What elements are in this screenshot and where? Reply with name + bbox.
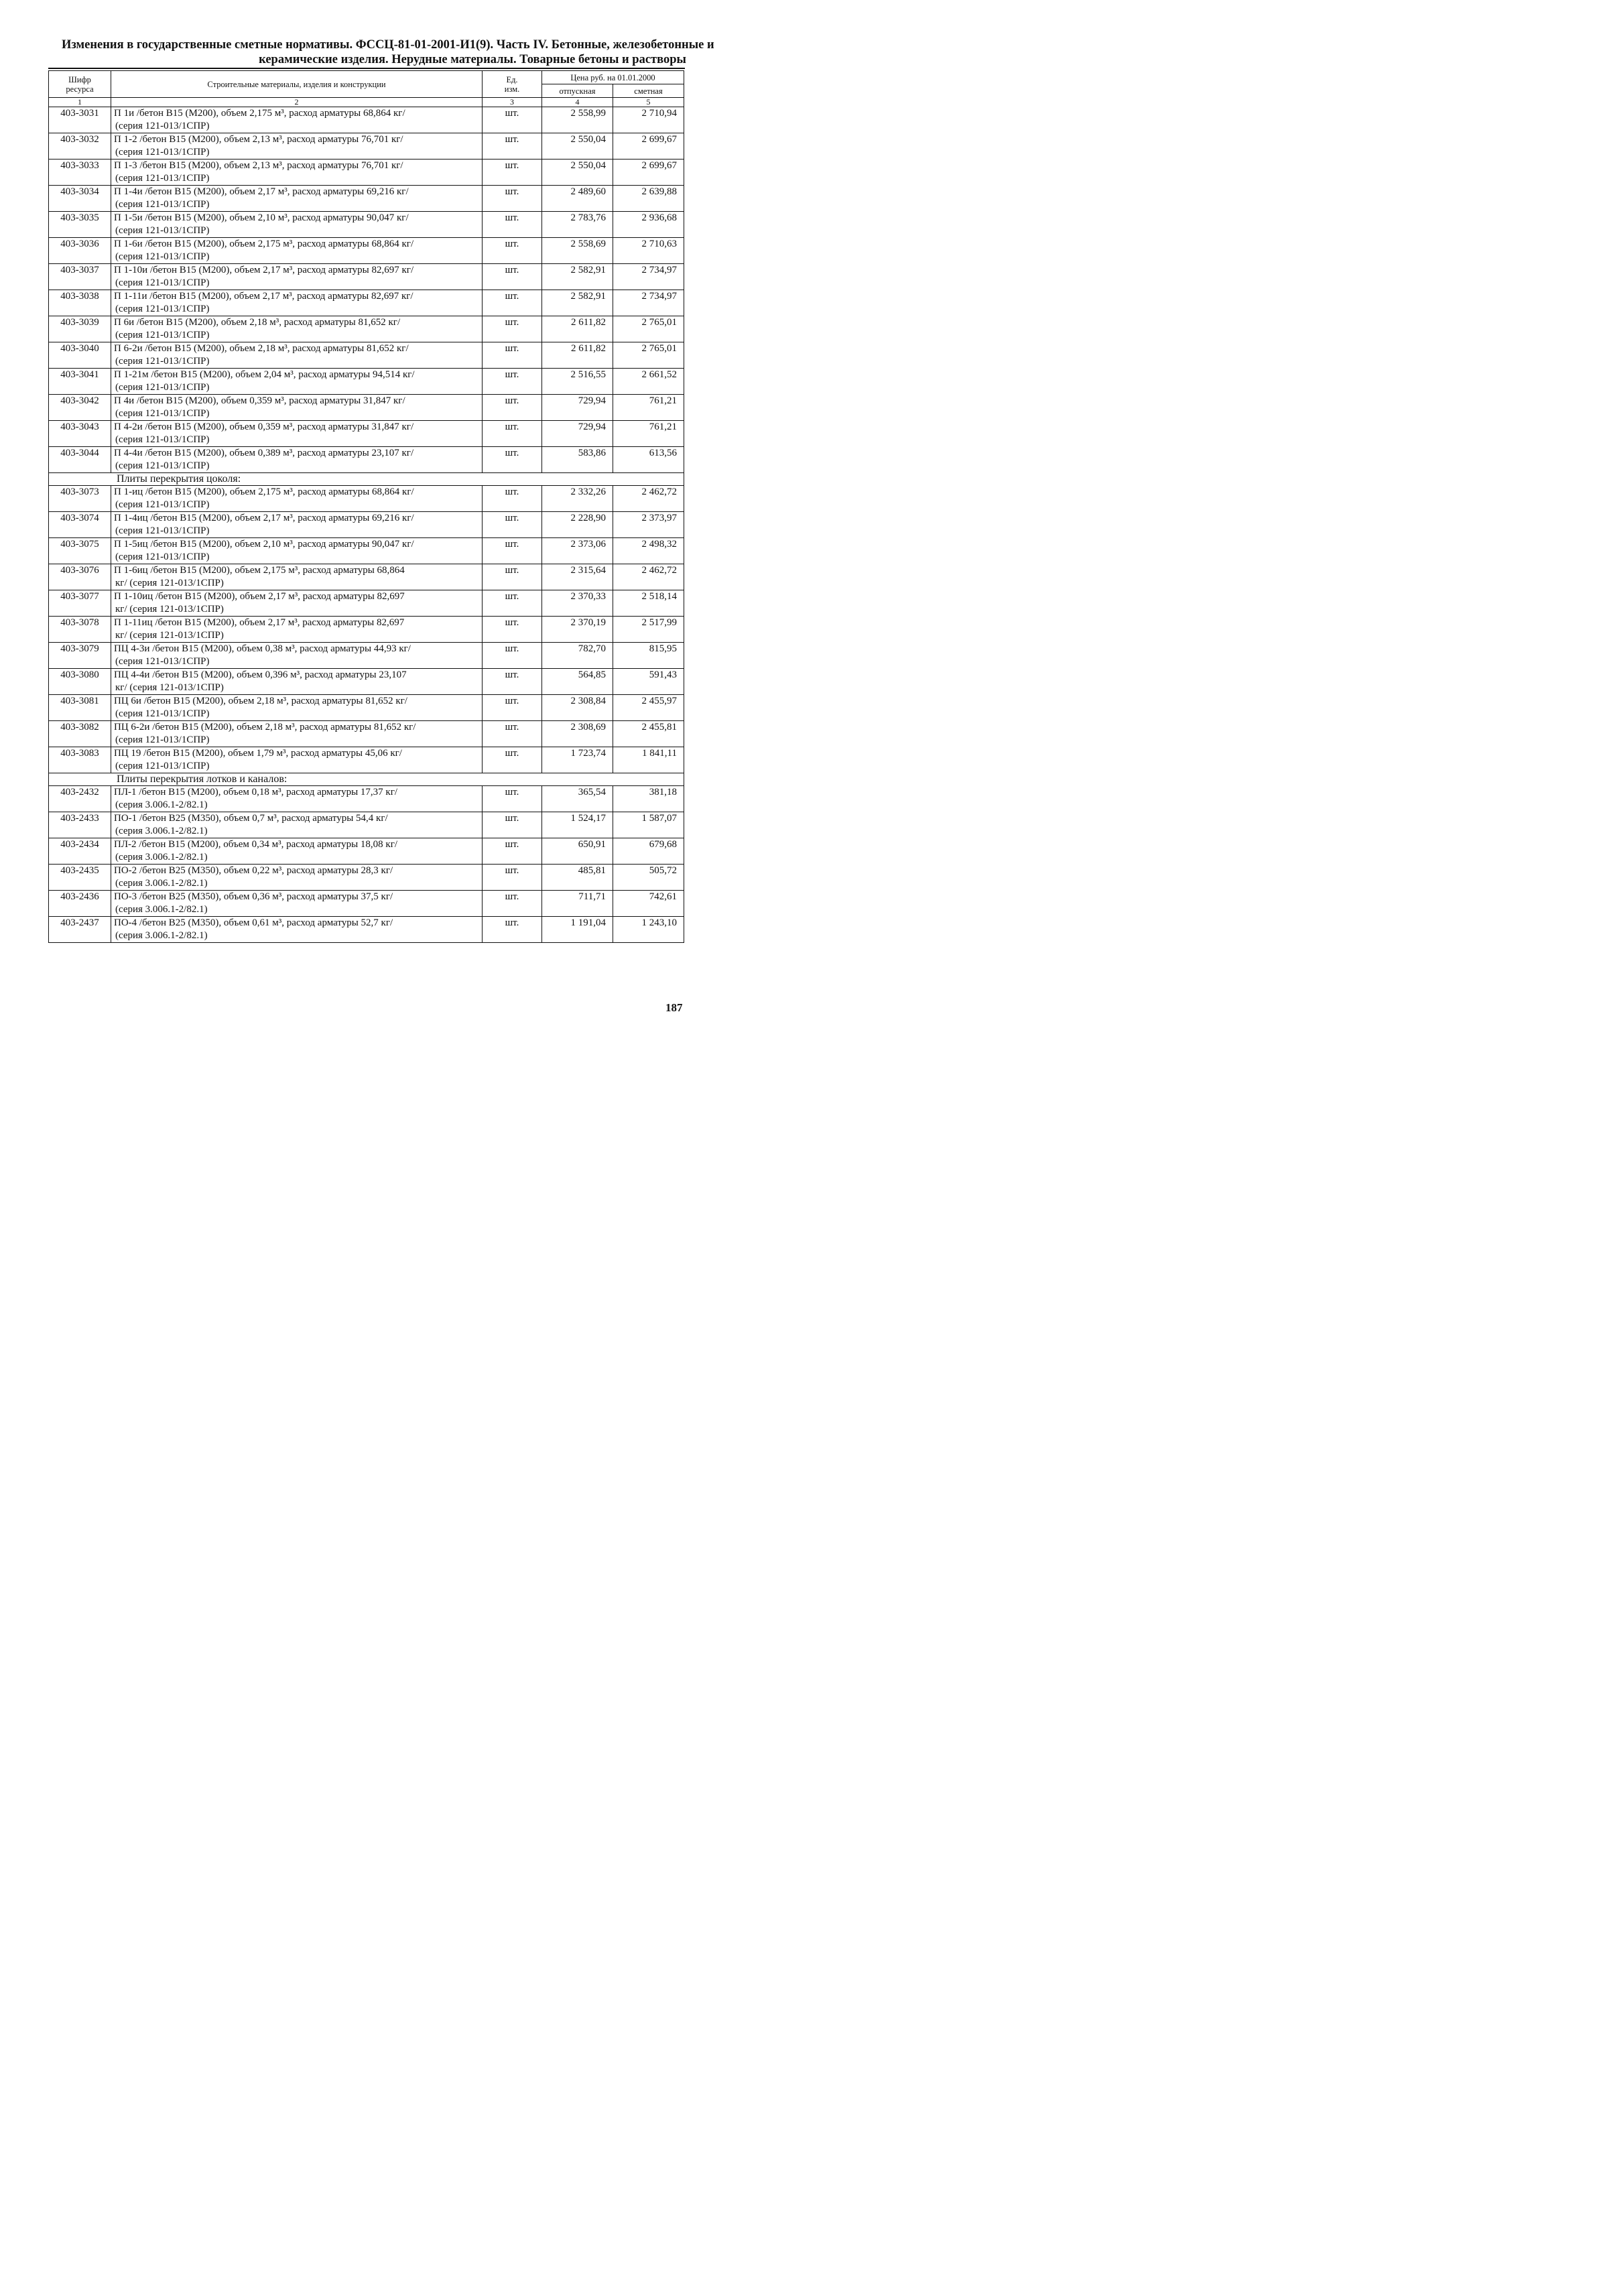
resource-code: 403-3082 xyxy=(49,721,111,747)
release-price: 2 611,82 xyxy=(542,342,613,369)
table-row xyxy=(49,447,684,473)
estimate-price: 2 517,99 xyxy=(613,617,684,643)
item-description-line2: (серия 121-013/1СПР) xyxy=(115,199,210,210)
item-description xyxy=(111,369,483,395)
item-description-line2: (серия 121-013/1СПР) xyxy=(115,356,210,367)
item-description-line1: ПЦ 4-3и /бетон В15 (М200), объем 0,38 м³, расход арматуры 44,93 кг/ xyxy=(114,643,411,654)
item-description xyxy=(111,721,483,747)
release-price: 711,71 xyxy=(542,891,613,917)
unit: шт. xyxy=(483,512,542,538)
estimate-price: 591,43 xyxy=(613,669,684,695)
unit: шт. xyxy=(483,786,542,812)
estimate-price: 2 462,72 xyxy=(613,564,684,590)
release-price: 2 558,69 xyxy=(542,238,613,264)
table-row xyxy=(49,160,684,186)
release-price: 2 308,84 xyxy=(542,695,613,721)
item-description-line1: П 1-6и /бетон В15 (М200), объем 2,175 м³, расход арматуры 68,864 кг/ xyxy=(114,239,414,249)
resource-code: 403-3079 xyxy=(49,643,111,669)
item-description-line1: ПЦ 4-4и /бетон В15 (М200), объем 0,396 м³, расход арматуры 23,107 xyxy=(114,669,407,680)
item-description-line2: (серия 3.006.1-2/82.1) xyxy=(115,826,208,836)
item-description xyxy=(111,238,483,264)
item-description-line2: (серия 3.006.1-2/82.1) xyxy=(115,878,208,889)
estimate-price: 2 710,63 xyxy=(613,238,684,264)
table-row xyxy=(49,617,684,643)
item-description xyxy=(111,133,483,160)
unit: шт. xyxy=(483,133,542,160)
resource-code: 403-3037 xyxy=(49,264,111,290)
item-description-line2: (серия 121-013/1СПР) xyxy=(115,121,210,131)
estimate-price: 1 841,11 xyxy=(613,747,684,773)
unit: шт. xyxy=(483,486,542,512)
resource-code: 403-3078 xyxy=(49,617,111,643)
estimate-price: 2 455,81 xyxy=(613,721,684,747)
unit: шт. xyxy=(483,212,542,238)
col-header-unit-text: Ед. изм. xyxy=(504,74,520,94)
resource-code: 403-3031 xyxy=(49,107,111,133)
item-description xyxy=(111,917,483,943)
unit: шт. xyxy=(483,107,542,133)
resource-code: 403-2436 xyxy=(49,891,111,917)
estimate-price: 505,72 xyxy=(613,865,684,891)
item-description xyxy=(111,486,483,512)
item-description-line2: (серия 121-013/1СПР) xyxy=(115,408,210,419)
item-description-line1: П 1-21м /бетон В15 (М200), объем 2,04 м³, расход арматуры 94,514 кг/ xyxy=(114,369,415,380)
resource-code: 403-3083 xyxy=(49,747,111,773)
col-number-3: 3 xyxy=(483,98,542,107)
item-description-line1: П 4и /бетон В15 (М200), объем 0,359 м³, расход арматуры 31,847 кг/ xyxy=(114,395,405,406)
item-description-line2: (серия 121-013/1СПР) xyxy=(115,173,210,184)
resource-code: 403-3042 xyxy=(49,395,111,421)
table-row xyxy=(49,107,684,133)
col-header-code-text: Шифр ресурса xyxy=(66,74,94,94)
item-description xyxy=(111,617,483,643)
item-description-line2: (серия 121-013/1СПР) xyxy=(115,552,210,562)
table-row xyxy=(49,212,684,238)
estimate-price: 2 455,97 xyxy=(613,695,684,721)
col-number-4: 4 xyxy=(542,98,613,107)
resource-code: 403-3043 xyxy=(49,421,111,447)
release-price: 2 550,04 xyxy=(542,133,613,160)
item-description-line1: ПЦ 6и /бетон В15 (М200), объем 2,18 м³, расход арматуры 81,652 кг/ xyxy=(114,696,407,706)
table-row xyxy=(49,395,684,421)
col-number-1: 1 xyxy=(49,98,111,107)
item-description-line1: П 1-2 /бетон В15 (М200), объем 2,13 м³, расход арматуры 76,701 кг/ xyxy=(114,134,403,145)
item-description xyxy=(111,107,483,133)
item-description-line2: (серия 121-013/1СПР) xyxy=(115,735,210,745)
item-description-line1: ПЦ 6-2и /бетон В15 (М200), объем 2,18 м³, расход арматуры 81,652 кг/ xyxy=(114,722,416,732)
unit: шт. xyxy=(483,421,542,447)
item-description-line2: (серия 121-013/1СПР) xyxy=(115,277,210,288)
resource-code: 403-3036 xyxy=(49,238,111,264)
resource-code: 403-3035 xyxy=(49,212,111,238)
estimate-price: 613,56 xyxy=(613,447,684,473)
estimate-price: 1 243,10 xyxy=(613,917,684,943)
unit: шт. xyxy=(483,342,542,369)
item-description xyxy=(111,812,483,838)
item-description xyxy=(111,212,483,238)
resource-code: 403-2435 xyxy=(49,865,111,891)
table-row xyxy=(49,316,684,342)
table-row xyxy=(49,238,684,264)
item-description xyxy=(111,838,483,865)
table-row xyxy=(49,669,684,695)
col-header-price: Цена руб. на 01.01.2000 xyxy=(542,71,684,84)
unit: шт. xyxy=(483,669,542,695)
section-heading: Плиты перекрытия цоколя: xyxy=(49,473,684,486)
price-table xyxy=(48,70,684,943)
unit: шт. xyxy=(483,891,542,917)
unit: шт. xyxy=(483,395,542,421)
resource-code: 403-2433 xyxy=(49,812,111,838)
release-price: 365,54 xyxy=(542,786,613,812)
resource-code: 403-3081 xyxy=(49,695,111,721)
item-description-line2: (серия 121-013/1СПР) xyxy=(115,147,210,157)
unit: шт. xyxy=(483,316,542,342)
estimate-price: 2 710,94 xyxy=(613,107,684,133)
table-row xyxy=(49,538,684,564)
item-description xyxy=(111,564,483,590)
col-number-2: 2 xyxy=(111,98,483,107)
item-description-line2: (серия 121-013/1СПР) xyxy=(115,761,210,771)
item-description-line1: П 1-10и /бетон В15 (М200), объем 2,17 м³, расход арматуры 82,697 кг/ xyxy=(114,265,414,275)
unit: шт. xyxy=(483,590,542,617)
table-row xyxy=(49,264,684,290)
item-description xyxy=(111,447,483,473)
release-price: 2 373,06 xyxy=(542,538,613,564)
item-description xyxy=(111,669,483,695)
release-price: 1 191,04 xyxy=(542,917,613,943)
table-row xyxy=(49,564,684,590)
table-row xyxy=(49,865,684,891)
resource-code: 403-2437 xyxy=(49,917,111,943)
resource-code: 403-2434 xyxy=(49,838,111,865)
table-row xyxy=(49,421,684,447)
unit: шт. xyxy=(483,564,542,590)
item-description-line2: кг/ (серия 121-013/1СПР) xyxy=(115,682,224,693)
item-description-line2: (серия 3.006.1-2/82.1) xyxy=(115,930,208,941)
item-description-line2: (серия 121-013/1СПР) xyxy=(115,499,210,510)
item-description xyxy=(111,786,483,812)
release-price: 2 370,19 xyxy=(542,617,613,643)
estimate-price: 2 462,72 xyxy=(613,486,684,512)
release-price: 2 332,26 xyxy=(542,486,613,512)
page-header xyxy=(56,38,714,67)
item-description-line1: П 1и /бетон В15 (М200), объем 2,175 м³, расход арматуры 68,864 кг/ xyxy=(114,108,405,119)
item-description-line1: П 1-11и /бетон В15 (М200), объем 2,17 м³, расход арматуры 82,697 кг/ xyxy=(114,291,413,302)
item-description xyxy=(111,747,483,773)
item-description-line1: П 6-2и /бетон В15 (М200), объем 2,18 м³, расход арматуры 81,652 кг/ xyxy=(114,343,409,354)
unit: шт. xyxy=(483,538,542,564)
unit: шт. xyxy=(483,447,542,473)
table-row xyxy=(49,812,684,838)
item-description-line1: П 1-иц /бетон В15 (М200), объем 2,175 м³, расход арматуры 68,864 кг/ xyxy=(114,487,414,497)
estimate-price: 2 734,97 xyxy=(613,264,684,290)
table-row xyxy=(49,342,684,369)
item-description-line2: (серия 121-013/1СПР) xyxy=(115,251,210,262)
item-description xyxy=(111,186,483,212)
release-price: 583,86 xyxy=(542,447,613,473)
unit: шт. xyxy=(483,617,542,643)
item-description-line2: кг/ (серия 121-013/1СПР) xyxy=(115,578,224,588)
release-price: 564,85 xyxy=(542,669,613,695)
table-row xyxy=(49,133,684,160)
table-row xyxy=(49,891,684,917)
item-description xyxy=(111,342,483,369)
item-description-line2: кг/ (серия 121-013/1СПР) xyxy=(115,630,224,641)
item-description-line2: (серия 121-013/1СПР) xyxy=(115,708,210,719)
resource-code: 403-3080 xyxy=(49,669,111,695)
resource-code: 403-3040 xyxy=(49,342,111,369)
unit: шт. xyxy=(483,747,542,773)
release-price: 1 723,74 xyxy=(542,747,613,773)
release-price: 2 783,76 xyxy=(542,212,613,238)
estimate-price: 2 373,97 xyxy=(613,512,684,538)
unit: шт. xyxy=(483,721,542,747)
resource-code: 403-3041 xyxy=(49,369,111,395)
release-price: 729,94 xyxy=(542,421,613,447)
unit: шт. xyxy=(483,695,542,721)
item-description xyxy=(111,512,483,538)
release-price: 2 582,91 xyxy=(542,290,613,316)
section-row xyxy=(49,473,684,486)
estimate-price: 761,21 xyxy=(613,395,684,421)
header-line-2: керамические изделия. Нерудные материалы. Товарные бетоны и растворы xyxy=(259,53,686,66)
unit: шт. xyxy=(483,369,542,395)
resource-code: 403-3075 xyxy=(49,538,111,564)
table-row xyxy=(49,186,684,212)
item-description-line1: ПЦ 19 /бетон В15 (М200), объем 1,79 м³, расход арматуры 45,06 кг/ xyxy=(114,748,402,759)
release-price: 729,94 xyxy=(542,395,613,421)
item-description-line2: (серия 121-013/1СПР) xyxy=(115,525,210,536)
col-number-5: 5 xyxy=(613,98,684,107)
item-description-line1: П 1-4иц /бетон В15 (М200), объем 2,17 м³, расход арматуры 69,216 кг/ xyxy=(114,513,414,523)
item-description xyxy=(111,264,483,290)
section-row xyxy=(49,773,684,786)
item-description-line2: (серия 121-013/1СПР) xyxy=(115,434,210,445)
item-description-line2: (серия 121-013/1СПР) xyxy=(115,656,210,667)
item-description-line2: (серия 121-013/1СПР) xyxy=(115,304,210,314)
item-description-line2: (серия 121-013/1СПР) xyxy=(115,460,210,471)
item-description xyxy=(111,891,483,917)
table-row xyxy=(49,721,684,747)
release-price: 2 611,82 xyxy=(542,316,613,342)
table-row xyxy=(49,369,684,395)
estimate-price: 815,95 xyxy=(613,643,684,669)
resource-code: 403-3032 xyxy=(49,133,111,160)
release-price: 2 315,64 xyxy=(542,564,613,590)
item-description-line1: П 6и /бетон В15 (М200), объем 2,18 м³, расход арматуры 81,652 кг/ xyxy=(114,317,401,328)
resource-code: 403-3038 xyxy=(49,290,111,316)
estimate-price: 2 661,52 xyxy=(613,369,684,395)
item-description xyxy=(111,865,483,891)
item-description xyxy=(111,160,483,186)
item-description-line1: П 1-10иц /бетон В15 (М200), объем 2,17 м³, расход арматуры 82,697 xyxy=(114,591,405,602)
estimate-price: 2 765,01 xyxy=(613,316,684,342)
estimate-price: 2 518,14 xyxy=(613,590,684,617)
item-description xyxy=(111,643,483,669)
item-description xyxy=(111,421,483,447)
unit: шт. xyxy=(483,264,542,290)
resource-code: 403-3034 xyxy=(49,186,111,212)
unit: шт. xyxy=(483,865,542,891)
item-description-line1: ПО-3 /бетон В25 (М350), объем 0,36 м³, расход арматуры 37,5 кг/ xyxy=(114,891,393,902)
item-description xyxy=(111,290,483,316)
unit: шт. xyxy=(483,160,542,186)
table-row xyxy=(49,590,684,617)
release-price: 2 228,90 xyxy=(542,512,613,538)
header-line-1: Изменения в государственные сметные нормативы. ФССЦ-81-01-2001-И1(9). Часть IV. Бетонные, железобетонные и xyxy=(62,38,714,52)
section-heading: Плиты перекрытия лотков и каналов: xyxy=(49,773,684,786)
release-price: 2 582,91 xyxy=(542,264,613,290)
unit: шт. xyxy=(483,812,542,838)
item-description-line2: (серия 3.006.1-2/82.1) xyxy=(115,800,208,810)
release-price: 782,70 xyxy=(542,643,613,669)
item-description-line1: П 1-5иц /бетон В15 (М200), объем 2,10 м³, расход арматуры 90,047 кг/ xyxy=(114,539,414,550)
resource-code: 403-3039 xyxy=(49,316,111,342)
release-price: 2 558,99 xyxy=(542,107,613,133)
item-description-line1: П 4-4и /бетон В15 (М200), объем 0,389 м³, расход арматуры 23,107 кг/ xyxy=(114,448,414,458)
estimate-price: 761,21 xyxy=(613,421,684,447)
resource-code: 403-3077 xyxy=(49,590,111,617)
item-description xyxy=(111,538,483,564)
release-price: 2 489,60 xyxy=(542,186,613,212)
unit: шт. xyxy=(483,643,542,669)
unit: шт. xyxy=(483,838,542,865)
unit: шт. xyxy=(483,917,542,943)
item-description-line1: ПО-4 /бетон В25 (М350), объем 0,61 м³, расход арматуры 52,7 кг/ xyxy=(114,917,393,928)
item-description-line1: П 1-5и /бетон В15 (М200), объем 2,10 м³, расход арматуры 90,047 кг/ xyxy=(114,212,409,223)
item-description-line1: П 1-6иц /бетон В15 (М200), объем 2,175 м³, расход арматуры 68,864 xyxy=(114,565,405,576)
unit: шт. xyxy=(483,290,542,316)
resource-code: 403-3074 xyxy=(49,512,111,538)
resource-code: 403-3073 xyxy=(49,486,111,512)
item-description-line1: ПО-2 /бетон В25 (М350), объем 0,22 м³, расход арматуры 28,3 кг/ xyxy=(114,865,393,876)
estimate-price: 2 699,67 xyxy=(613,160,684,186)
item-description-line1: П 1-11иц /бетон В15 (М200), объем 2,17 м³, расход арматуры 82,697 xyxy=(114,617,405,628)
estimate-price: 2 498,32 xyxy=(613,538,684,564)
item-description xyxy=(111,590,483,617)
estimate-price: 381,18 xyxy=(613,786,684,812)
item-description-line1: ПО-1 /бетон В25 (М350), объем 0,7 м³, расход арматуры 54,4 кг/ xyxy=(114,813,388,824)
item-description-line1: П 4-2и /бетон В15 (М200), объем 0,359 м³, расход арматуры 31,847 кг/ xyxy=(114,422,414,432)
table-row xyxy=(49,786,684,812)
estimate-price: 2 765,01 xyxy=(613,342,684,369)
col-header-unit xyxy=(483,71,542,98)
col-header-desc: Строительные материалы, изделия и конструкции xyxy=(111,71,483,98)
table-row xyxy=(49,917,684,943)
unit: шт. xyxy=(483,238,542,264)
release-price: 2 308,69 xyxy=(542,721,613,747)
col-header-estimate: сметная xyxy=(613,84,684,98)
item-description-line2: (серия 121-013/1СПР) xyxy=(115,382,210,393)
item-description-line1: П 1-3 /бетон В15 (М200), объем 2,13 м³, расход арматуры 76,701 кг/ xyxy=(114,160,403,171)
resource-code: 403-3076 xyxy=(49,564,111,590)
item-description-line2: (серия 3.006.1-2/82.1) xyxy=(115,904,208,915)
resource-code: 403-3033 xyxy=(49,160,111,186)
item-description-line2: кг/ (серия 121-013/1СПР) xyxy=(115,604,224,615)
estimate-price: 2 699,67 xyxy=(613,133,684,160)
table-row xyxy=(49,695,684,721)
item-description-line1: ПЛ-2 /бетон В15 (М200), объем 0,34 м³, расход арматуры 18,08 кг/ xyxy=(114,839,398,850)
item-description xyxy=(111,316,483,342)
resource-code: 403-3044 xyxy=(49,447,111,473)
table-row xyxy=(49,643,684,669)
table-row xyxy=(49,747,684,773)
unit: шт. xyxy=(483,186,542,212)
item-description-line2: (серия 3.006.1-2/82.1) xyxy=(115,852,208,863)
release-price: 2 516,55 xyxy=(542,369,613,395)
release-price: 2 370,33 xyxy=(542,590,613,617)
item-description-line2: (серия 121-013/1СПР) xyxy=(115,330,210,340)
release-price: 2 550,04 xyxy=(542,160,613,186)
estimate-price: 2 936,68 xyxy=(613,212,684,238)
item-description-line2: (серия 121-013/1СПР) xyxy=(115,225,210,236)
page-number: 187 xyxy=(665,1001,683,1014)
estimate-price: 2 734,97 xyxy=(613,290,684,316)
release-price: 1 524,17 xyxy=(542,812,613,838)
release-price: 485,81 xyxy=(542,865,613,891)
table-row xyxy=(49,512,684,538)
item-description-line1: ПЛ-1 /бетон В15 (М200), объем 0,18 м³, расход арматуры 17,37 кг/ xyxy=(114,787,398,798)
header-rule xyxy=(48,68,685,69)
resource-code: 403-2432 xyxy=(49,786,111,812)
col-header-code xyxy=(49,71,111,98)
table-row xyxy=(49,486,684,512)
estimate-price: 1 587,07 xyxy=(613,812,684,838)
item-description xyxy=(111,395,483,421)
estimate-price: 2 639,88 xyxy=(613,186,684,212)
release-price: 650,91 xyxy=(542,838,613,865)
table-row xyxy=(49,290,684,316)
estimate-price: 742,61 xyxy=(613,891,684,917)
item-description-line1: П 1-4и /бетон В15 (М200), объем 2,17 м³, расход арматуры 69,216 кг/ xyxy=(114,186,409,197)
col-header-release: отпускная xyxy=(542,84,613,98)
estimate-price: 679,68 xyxy=(613,838,684,865)
table-row xyxy=(49,838,684,865)
item-description xyxy=(111,695,483,721)
